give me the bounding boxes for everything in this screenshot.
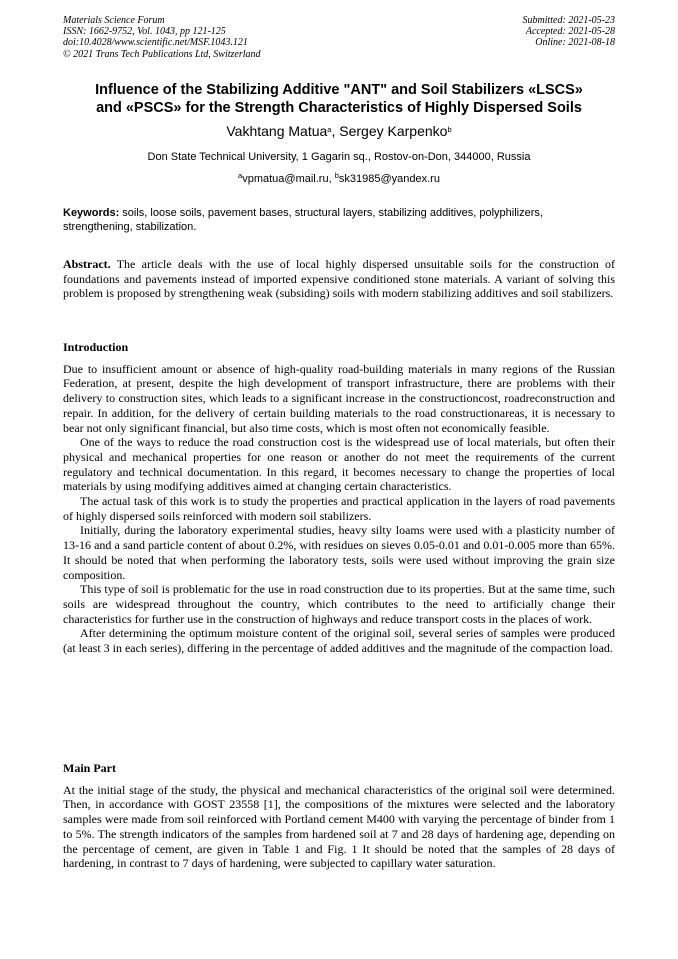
paragraph: After determining the optimum moisture content of the original soil, several series of samples were produced (at least 3 in each series), differing in the percentage of added additives and the magnitude of the compaction load. <box>63 626 615 656</box>
paragraph: Due to insufficient amount or absence of high-quality road-building materials in many regions of the Russian Federation, at present, despite the high development of transport infrastructure, there are problems with their delivery to construction sites, which leads to a significant increase in the constructioncost, roadreconstruction and repair. In addition, for the delivery of certain building materials to the road constructionareas, it is necessary to bear not only significant financial, but also time costs, which is most often not economically feasible. <box>63 361 615 435</box>
title-line-2: and «PSCS» for the Strength Characteristics of Highly Dispersed Soils <box>96 100 582 116</box>
email-link[interactable]: vpmatua@mail.ru <box>242 173 329 185</box>
keywords-label: Keywords: <box>63 207 120 219</box>
journal-doi: doi:10.4028/www.scientific.net/MSF.1043.121 <box>63 37 248 49</box>
journal-copyright: © 2021 Trans Tech Publications Ltd, Switzerland <box>63 48 261 60</box>
accepted-date: Accepted: 2021-05-28 <box>525 26 615 38</box>
affiliation: Don State Technical University, 1 Gagarin sq., Rostov-on-Don, 344000, Russia <box>147 151 531 163</box>
main-part-section <box>63 761 615 871</box>
journal-issn: ISSN: 1662-9752, Vol. 1043, pp 121-125 <box>63 26 226 38</box>
abstract-text: The article deals with the use of local highly dispersed unsuitable soils for the construction of foundations and pavements instead of imported expensive conditioned stone materials. A variant of solving this problem is proposed by strengthening weak (subsiding) soils with modern stabilizing additives and soil stabilizers. <box>63 257 615 301</box>
author-name: Sergey Karpenko <box>339 123 448 139</box>
abstract-label: Abstract. <box>63 257 111 271</box>
paragraph: One of the ways to reduce the road construction cost is the widespread use of local materials, but often their physical and mechanical properties for one reason or another do not meet the requirements of the current regulatory and technical documentation. In this regard, it becomes necessary to change the properties of local materials by using modifying additives aimed at changing certain characteristics. <box>63 435 615 494</box>
paragraph: At the initial stage of the study, the physical and mechanical characteristics of the original soil were determined. Then, in accordance with GOST 23558 [1], the compositions of the mixtures were selected and the laboratory samples were made from soil reinforced with Portland cement M400 with varying the percentage of binder from 1 to 5%. The strength indicators of the samples from hardened soil at 7 and 28 days of hardening age, depending on the percentage of cement, are given in Table 1 and Fig. 1 It should be noted that the samples of 28 days of hardening, in contrast to 7 days of hardening, were subjected to capillary water saturation. <box>63 782 615 871</box>
online-date: Online: 2021-08-18 <box>535 37 615 49</box>
section-heading: Introduction <box>63 340 129 354</box>
introduction-section <box>63 340 615 656</box>
journal-name: Materials Science Forum <box>63 15 165 26</box>
paragraph: This type of soil is problematic for the use in road construction due to its properties. But at the same time, such soils are widespread throughout the country, which contributes to the need to artificially change their characteristics for further use in the construction of highways and reduce transport costs in the places of work. <box>63 582 615 626</box>
title-line-1: Influence of the Stabilizing Additive "ANT" and Soil Stabilizers «LSCS» <box>95 82 583 98</box>
paragraph: The actual task of this work is to study the properties and practical application in the layers of road pavements of highly dispersed soils reinforced with modern soil stabilizers. <box>63 494 615 523</box>
authors <box>63 122 615 140</box>
submitted-date: Submitted: 2021-05-23 <box>522 15 615 26</box>
email-separator: , <box>328 173 335 185</box>
email-link[interactable]: sk31985@yandex.ru <box>338 173 440 185</box>
author-emails <box>63 172 615 186</box>
section-heading: Main Part <box>63 761 116 775</box>
author-separator: , <box>331 123 340 139</box>
dates-header <box>523 15 616 49</box>
email-superscript: a <box>238 171 243 180</box>
keywords <box>63 206 615 234</box>
abstract <box>63 257 615 301</box>
author-name: Vakhtang Matua <box>226 123 328 139</box>
keywords-text: soils, loose soils, pavement bases, structural layers, stabilizing additives, polyphilizers, strengthening, stabilization. <box>63 207 543 233</box>
paragraph: Initially, during the laboratory experimental studies, heavy silty loams were used with a plasticity number of 13-16 and a sand particle content of about 0.2%, with residues on sieves 0.05-0.01 and 0.01-0.005 more than 65%. It should be noted that when performing the laboratory tests, soils were used without improving the grain size composition. <box>63 523 615 582</box>
author-superscript: b <box>447 125 452 134</box>
author-superscript: a <box>327 125 332 134</box>
email-superscript: b <box>334 171 339 180</box>
paper-title <box>63 81 615 117</box>
journal-header <box>63 15 261 60</box>
